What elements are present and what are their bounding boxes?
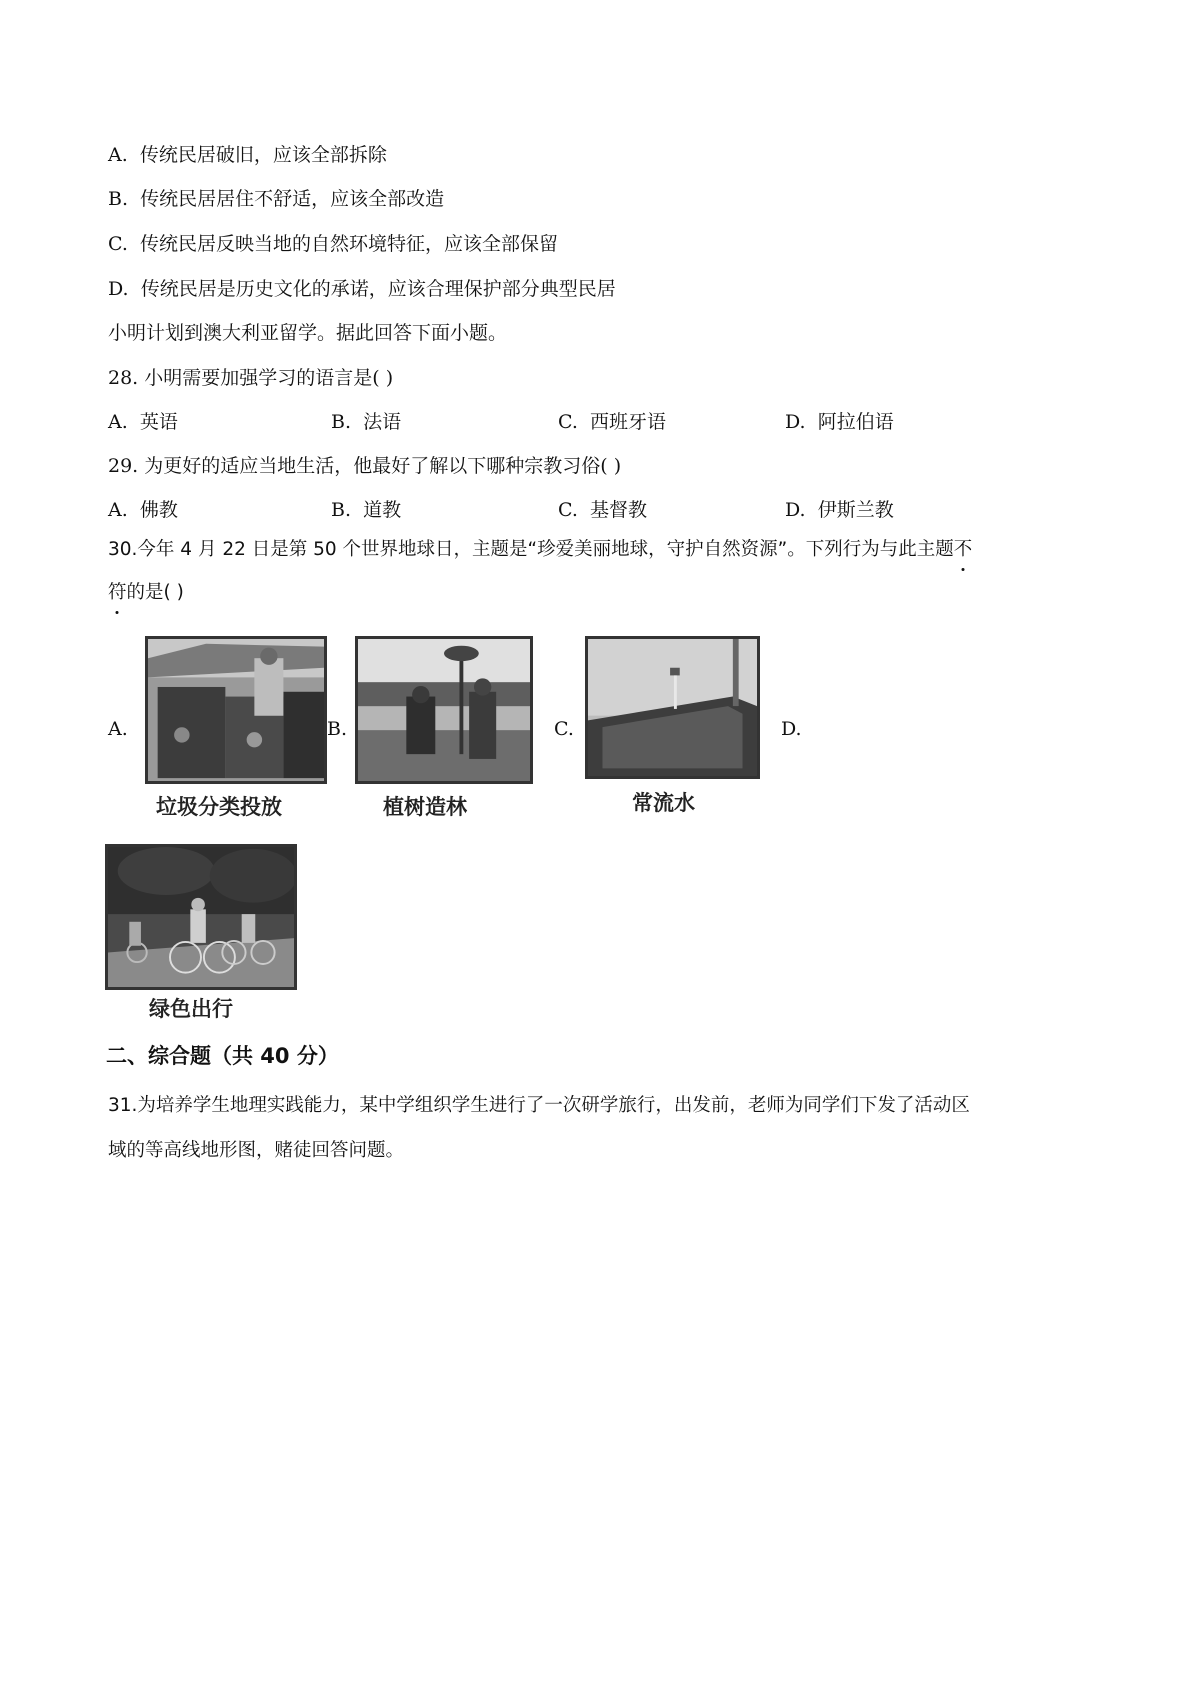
q28-option-b: B. 法语 bbox=[331, 411, 402, 433]
context-text: 小明计划到澳大利亚留学。据此回答下面小题。 bbox=[108, 322, 508, 344]
q30-stem-line1: 30.今年 4 月 22 日是第 50 个世界地球日，主题是“珍爱美丽地球，守护自然资源”。下列行为与此主题不 bbox=[108, 537, 972, 563]
emphasis-char: 符 bbox=[108, 580, 127, 606]
q27-option-c: C. 传统民居反映当地的自然环境特征，应该全部保留 bbox=[108, 233, 559, 255]
section-title: 二、综合题（共 40 分） bbox=[106, 1044, 339, 1068]
q29-option-a: A. 佛教 bbox=[108, 499, 178, 521]
q27-option-d: D. 传统民居是历史文化的承诺，应该合理保护部分典型民居 bbox=[108, 278, 616, 300]
q27-option-a: A. 传统民居破旧，应该全部拆除 bbox=[108, 144, 387, 166]
q28-stem: 28. 小明需要加强学习的语言是( ) bbox=[108, 367, 394, 389]
q29-stem: 29. 为更好的适应当地生活，他最好了解以下哪种宗教习俗( ) bbox=[108, 455, 622, 477]
green-travel-photo bbox=[105, 844, 297, 990]
tree-planting-photo bbox=[355, 636, 533, 784]
q30-option-b-caption: 植树造林 bbox=[383, 795, 467, 819]
emphasis-char: 不 bbox=[954, 537, 973, 563]
q30-option-c-letter: C. bbox=[554, 718, 574, 740]
q29-option-c: C. 基督教 bbox=[558, 499, 648, 521]
q29-option-b: B. 道教 bbox=[331, 499, 402, 521]
running-water-photo bbox=[585, 636, 760, 779]
q28-option-c: C. 西班牙语 bbox=[558, 411, 667, 433]
q30-option-c-caption: 常流水 bbox=[632, 791, 695, 815]
garbage-sorting-photo bbox=[145, 636, 327, 784]
q30-option-b-letter: B. bbox=[327, 718, 348, 740]
q28-option-d: D. 阿拉伯语 bbox=[785, 411, 894, 433]
q27-option-b: B. 传统民居居住不舒适，应该全部改造 bbox=[108, 188, 445, 210]
q29-option-d: D. 伊斯兰教 bbox=[785, 499, 894, 521]
q30-option-d-caption: 绿色出行 bbox=[149, 997, 233, 1021]
q31-line2: 域的等高线地形图，赌徒回答问题。 bbox=[108, 1140, 405, 1161]
q31-line1: 31.为培养学生地理实践能力，某中学组织学生进行了一次研学旅行，出发前，老师为同学们下发了活动区 bbox=[108, 1095, 970, 1116]
q30-option-d-letter: D. bbox=[781, 718, 802, 740]
q30-option-a-letter: A. bbox=[108, 718, 128, 740]
q28-option-a: A. 英语 bbox=[108, 411, 178, 433]
q30-option-a-caption: 垃圾分类投放 bbox=[156, 795, 282, 819]
q30-stem-line2: 符的是( ) bbox=[108, 580, 184, 606]
